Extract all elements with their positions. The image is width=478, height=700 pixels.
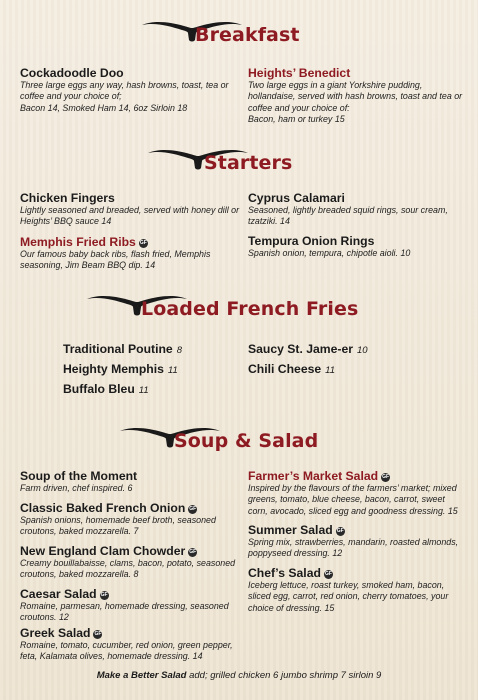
item-description: Two large eggs in a giant Yorkshire pudding, hollandaise, served with hash browns, toast and tea or coffee and your choice of:	[248, 80, 463, 113]
better-salad-addons	[0, 670, 478, 681]
section-title-starters: Starters	[204, 152, 293, 174]
item-name: Saucy St. Jame-er	[248, 342, 354, 356]
item-name-text: Caesar Salad	[20, 587, 97, 601]
item-name: Heighty Memphis	[63, 362, 164, 376]
gluten-free-icon: GF	[189, 549, 197, 555]
item-description: Spanish onion, tempura, chipotle aioli. 10	[248, 248, 411, 258]
item-name	[248, 523, 466, 537]
menu-item-chefs-salad	[248, 566, 466, 614]
item-name-text: Summer Salad	[248, 523, 333, 537]
menu-item-saucy-st-jame-er	[248, 340, 368, 358]
menu-item-heighty-memphis	[63, 360, 178, 378]
item-name	[248, 469, 466, 483]
section-title-breakfast: Breakfast	[195, 24, 300, 46]
menu-item-caesar-salad	[20, 587, 242, 624]
menu-item-french-onion	[20, 501, 242, 538]
item-name: Cyprus Calamari	[248, 191, 345, 205]
item-price: 8	[176, 345, 182, 356]
item-description: Our famous baby back ribs, flash fried, Memphis seasoning, Jim Beam BBQ dip. 14	[20, 249, 211, 271]
menu-item-clam-chowder	[20, 544, 242, 581]
menu-item-cyprus-calamari	[248, 191, 463, 228]
gluten-free-icon: GF	[336, 528, 344, 534]
menu-item-chili-cheese	[248, 360, 335, 378]
item-name: Traditional Poutine	[63, 342, 173, 356]
item-description: Three large eggs any way, hash browns, toast, tea or coffee and your choice of;	[20, 80, 229, 102]
item-description: Inspired by the flavours of the farmers’ market; mixed greens, tomato, blue cheese, bacon, carrot, sweet corn, avocado, sliced egg and goodness dressing. 15	[248, 483, 458, 516]
item-description: Spanish onions, homemade beef broth, seasoned croutons, baked mozzarella. 7	[20, 515, 216, 537]
item-name	[248, 566, 466, 580]
breakfast-header	[140, 12, 340, 52]
menu-item-farmers-market-salad	[248, 469, 466, 517]
item-name-text: Greek Salad	[20, 626, 91, 640]
menu-item-heights-benedict	[248, 66, 463, 125]
soup-salad-header	[118, 418, 358, 458]
gluten-free-icon: GF	[382, 474, 390, 480]
fries-header	[85, 286, 405, 326]
item-name-text: New England Clam Chowder	[20, 544, 186, 558]
item-name: Chicken Fingers	[20, 191, 115, 205]
item-description: Romaine, parmesan, homemade dressing, seasoned croutons. 12	[20, 601, 229, 623]
menu-item-cockadoodle-doo	[20, 66, 242, 114]
menu-item-memphis-fried-ribs	[20, 235, 238, 272]
menu-item-chicken-fingers	[20, 191, 242, 228]
item-name	[20, 587, 242, 601]
item-prices: Bacon, ham or turkey 15	[248, 113, 345, 124]
item-name	[20, 544, 242, 558]
item-name	[20, 501, 242, 515]
menu-item-greek-salad	[20, 626, 245, 663]
section-title-soup-salad: Soup & Salad	[174, 430, 319, 452]
item-name-text: Memphis Fried Ribs	[20, 235, 136, 249]
menu-item-soup-of-the-moment	[20, 469, 242, 494]
item-name	[20, 626, 245, 640]
item-name	[20, 235, 238, 249]
item-name: Heights’ Benedict	[248, 66, 351, 80]
gluten-free-icon: GF	[94, 631, 102, 637]
footer-heading: Make a Better Salad	[96, 670, 187, 681]
starters-header	[146, 140, 346, 180]
menu-item-summer-salad	[248, 523, 466, 560]
item-name: Soup of the Moment	[20, 469, 138, 483]
section-title-fries: Loaded French Fries	[141, 298, 359, 320]
item-price: 11	[325, 365, 336, 376]
menu-item-traditional-poutine	[63, 340, 182, 358]
item-price: 11	[138, 385, 149, 396]
item-name-text: Chef’s Salad	[248, 566, 321, 580]
menu-item-tempura-onion-rings	[248, 234, 463, 259]
item-name: Chili Cheese	[248, 362, 322, 376]
item-description: Seasoned, lightly breaded squid rings, sour cream, tzatziki. 14	[248, 205, 448, 227]
item-name-text: Classic Baked French Onion	[20, 501, 186, 515]
item-description: Creamy bouillabaisse, clams, bacon, potato, seasoned croutons, baked mozzarella. 8	[20, 558, 236, 580]
item-name: Tempura Onion Rings	[248, 234, 375, 248]
gluten-free-icon: GF	[324, 571, 332, 577]
gluten-free-icon: GF	[139, 240, 147, 246]
menu-item-buffalo-bleu	[63, 380, 149, 398]
item-description: Iceberg lettuce, roast turkey, smoked ham, bacon, sliced egg, carrot, red onion, cherry tomatoes, your choice of dressing. 15	[248, 580, 449, 613]
item-description: Lightly seasoned and breaded, served with honey dill or Heights’ BBQ sauce 14	[20, 205, 240, 227]
item-price: 10	[357, 345, 368, 356]
footer-addons: add; grilled chicken 6 jumbo shrimp 7 sirloin 9	[186, 670, 382, 681]
item-price: 11	[167, 365, 178, 376]
item-description: Romaine, tomato, cucumber, red onion, green pepper, feta, Kalamata olives, homemade dressing. 14	[20, 640, 233, 662]
item-name: Cockadoodle Doo	[20, 66, 124, 80]
item-name-text: Farmer’s Market Salad	[248, 469, 379, 483]
item-description: Farm driven, chef inspired. 6	[20, 483, 133, 493]
gluten-free-icon: GF	[189, 506, 197, 512]
item-description: Spring mix, strawberries, mandarin, roasted almonds, poppyseed dressing. 12	[248, 537, 459, 559]
item-name: Buffalo Bleu	[63, 382, 135, 396]
gluten-free-icon: GF	[100, 592, 108, 598]
item-prices: Bacon 14, Smoked Ham 14, 6oz Sirloin 18	[20, 102, 188, 113]
